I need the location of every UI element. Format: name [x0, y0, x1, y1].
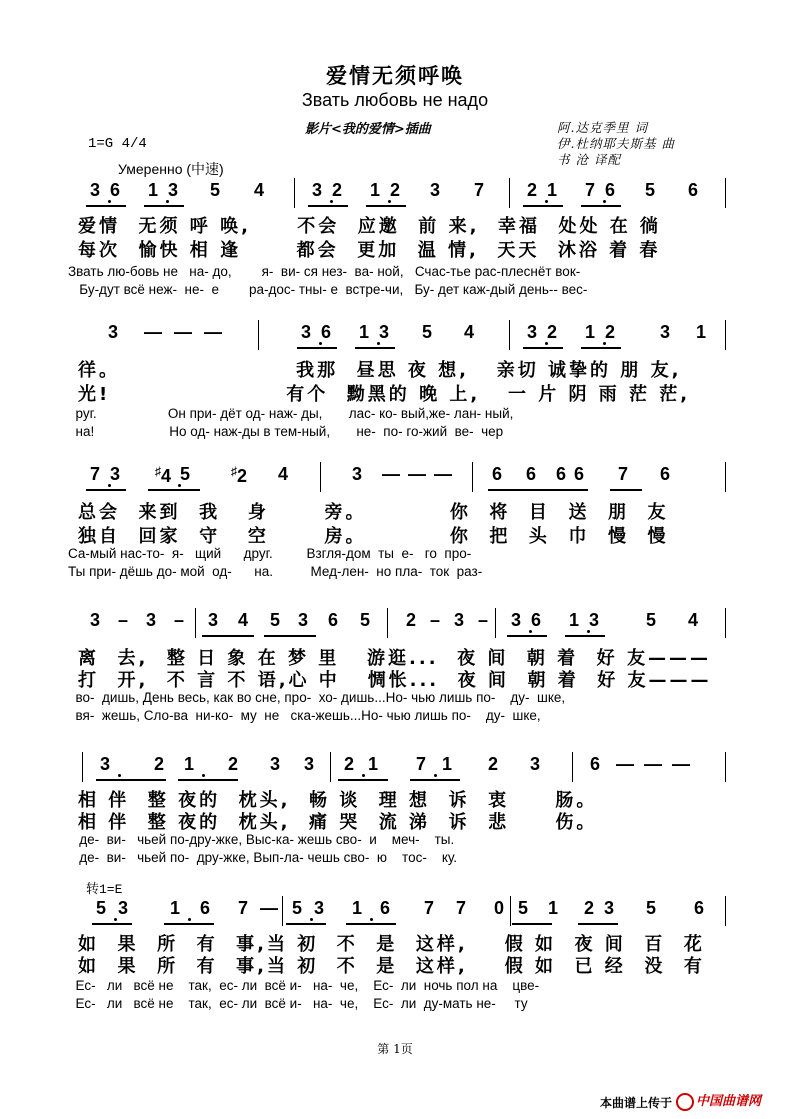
lyrics-russian-verse-2: Ес- ли всё не так, ес- ли всё и- на- че, Ес- ли ду-мать не- ту [68, 996, 528, 1011]
song-subtitle-russian: Звать любовь не надо [301, 90, 489, 110]
score-system-4 [0, 608, 790, 748]
upload-notice: 本曲谱上传于 [600, 1096, 673, 1110]
lyrics-chinese-verse-2: 打 开, 不 言 不 语,心 中 惆怅... 夜 间 朝 着 好 友——— [78, 670, 712, 691]
score-system-5 [0, 752, 790, 892]
lyrics-russian-verse-1: де- ви- чьей по-дру-жке, Выс-ка- жешь сво- и меч- ты. [68, 832, 455, 847]
lyrics-chinese-verse-2: 光! 有个 黝黑的 晚 上, 一 片 阴 雨 茫 茫, [78, 384, 691, 405]
lyrics-russian-verse-1: во- дишь, День весь, как во сне, про- хо- дишь...Но- чью лишь по- ду- шке, [68, 690, 566, 705]
credit-translator: 书 沧 译配 [557, 152, 621, 167]
score-system-6 [0, 896, 790, 1036]
lyrics-russian-verse-2: вя- жешь, Сло-ва ни-ко- му не ска-жешь...Но- чью лишь по- ду- шке, [68, 708, 541, 723]
key-change-marking: 转1=E [86, 882, 123, 897]
lyrics-russian-verse-2: Ты при- дёшь до- мой од- на. Мед-лен- но пла- ток раз- [68, 564, 483, 579]
page-number: 第 1页 [377, 1042, 413, 1056]
jianpu-notes: 7 3 ♯4 5 ♯2 4 3 — — — 6 6 6 6 7 6 [89, 464, 670, 486]
credit-lyricist: 阿.达克季里 词 [557, 120, 648, 135]
lyrics-chinese-verse-2: 独自 回家 守 空 房。 你 把 头 巾 慢 慢 [78, 526, 669, 547]
lyrics-russian-verse-2: Бу-дут всё неж- не- е ра-дос- тны- е встре-чи, Бу- дет каж-дый день-- вес- [68, 282, 588, 297]
score-system-2 [0, 320, 790, 460]
score-system-3 [0, 462, 790, 602]
credits-block [557, 120, 675, 168]
lyrics-chinese-verse-2: 如 果 所 有 事,当 初 不 是 这样, 假 如 已 经 没 有 [78, 956, 705, 977]
tempo-marking: Умеренно (中速) [118, 161, 224, 177]
site-logo[interactable] [676, 1090, 761, 1111]
jianpu-notes: 3 – 3 – 3 4 5 3 6 5 2 – 3 – 3 6 1 3 5 4 [82, 610, 727, 636]
jianpu-notes: 3 2 1 2 3 3 2 1 7 1 2 3 6 — — — [82, 754, 727, 780]
lyrics-chinese-verse-1: 如 果 所 有 事,当 初 不 是 这样, 假 如 夜 间 百 花 [78, 934, 705, 955]
jianpu-notes: 5 3 1 6 7 — 5 3 1 6 7 7 0 5 1 2 3 5 6 [82, 898, 727, 924]
lyrics-chinese-verse-1: 徉。 我那 昼思 夜 想, 亲切 诚挚的 朋 友, [78, 360, 682, 381]
song-title: 爱情无须呼唤 [326, 63, 464, 88]
site-logo-text: 中国曲谱网 [696, 1094, 762, 1109]
lyrics-chinese-verse-1: 总会 来到 我 身 旁。 你 将 目 送 朋 友 [78, 502, 669, 523]
film-caption: 影片<我的爱情>插曲 [305, 122, 431, 137]
jianpu-notes: 3 6 1 3 5 4 3 2 1 2 3 7 2 1 7 6 5 6 [82, 180, 727, 206]
key-signature: 1=G 4/4 [88, 136, 147, 152]
site-logo-icon [676, 1093, 694, 1111]
lyrics-chinese-verse-1: 相 伴 整 夜的 枕头, 畅 谈 理 想 诉 衷 肠。 [78, 790, 598, 811]
lyrics-russian-verse-1: Звать лю-бовь не на- до, я- ви- ся нез- ва- ной, Счас-тье рас-плеснёт вок- [68, 264, 581, 279]
lyrics-chinese-verse-1: 离 去, 整 日 象 在 梦 里 游逛... 夜 间 朝 着 好 友——— [78, 648, 711, 669]
jianpu-notes: 3 — — — 3 6 1 3 5 4 3 2 1 2 3 1 [82, 322, 727, 348]
lyrics-chinese-verse-1: 爱情 无须 呼 唤, 不会 应邀 前 来, 幸福 处处 在 徜 [78, 216, 662, 237]
lyrics-russian-verse-1: Са-мый нас-то- я- щий друг. Взгля-дом ты е- го про- [68, 546, 472, 561]
lyrics-russian-verse-2: де- ви- чьей по- дру-жке, Вып-ла- чешь сво- ю тос- ку. [68, 850, 458, 865]
credit-composer: 伊.杜纳耶夫斯基 曲 [557, 136, 675, 151]
lyrics-russian-verse-2: на! Но од- наж-ды в тем-ный, не- по- го-жий ве- чер [68, 424, 504, 439]
score-system-1 [0, 178, 790, 318]
lyrics-russian-verse-1: руг. Он при- дёт од- наж- ды, лас- ко- вый,же- лан- ный, [68, 406, 514, 421]
lyrics-chinese-verse-2: 每次 愉快 相 逢 都会 更加 温 情, 天天 沐浴 着 春 [78, 240, 661, 261]
lyrics-russian-verse-1: Ес- ли всё не так, ес- ли всё и- на- че, Ес- ли ночь пол на цве- [68, 978, 540, 993]
lyrics-chinese-verse-2: 相 伴 整 夜的 枕头, 痛 哭 流 涕 诉 悲 伤。 [78, 812, 598, 833]
